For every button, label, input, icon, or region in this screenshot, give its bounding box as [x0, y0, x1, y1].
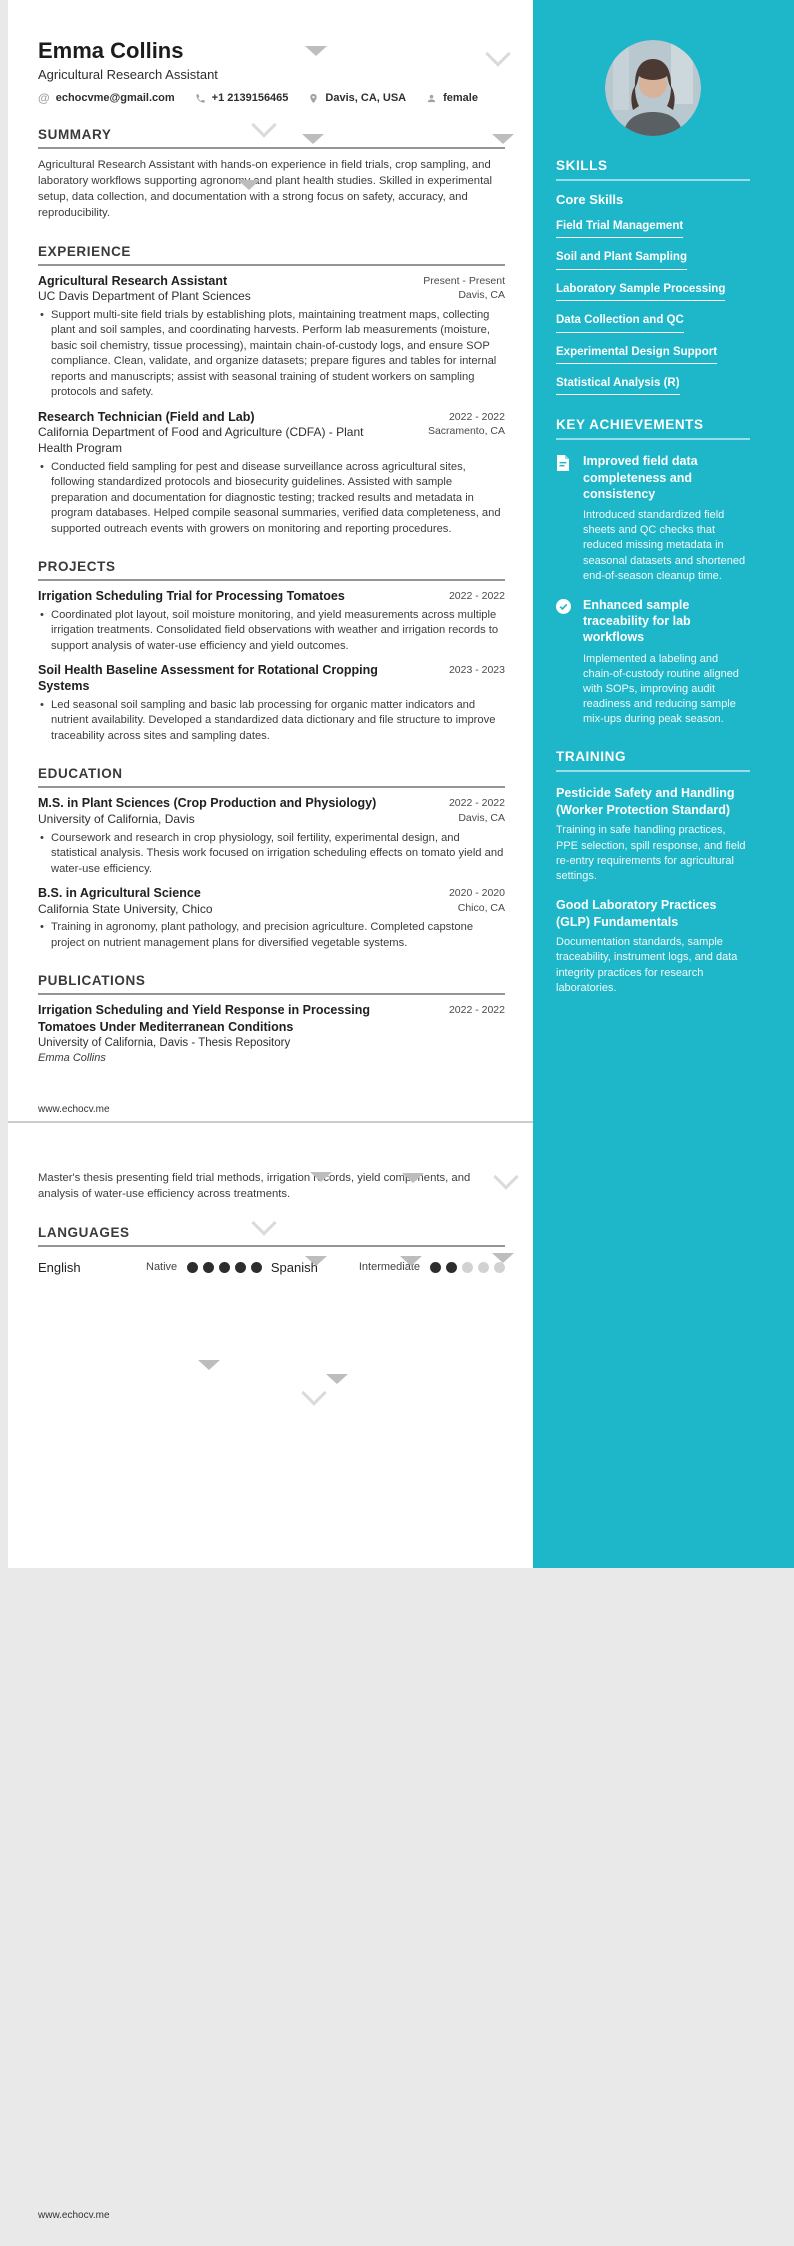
publication-description: Master's thesis presenting field trial methods, irrigation records, yield components, and analysis of water-use efficiency across treatments.: [38, 1172, 471, 1200]
job-location: Sacramento, CA: [427, 425, 505, 438]
education-heading: EDUCATION: [38, 766, 505, 788]
school-location: Davis, CA: [458, 811, 505, 824]
education-bullet: • Coursework and research in crop physiology, soil fertility, experimental design, and statistical analysis. Thesis work focused on irrigation scheduling effects on tomato yield and water-use efficiency.: [38, 831, 505, 877]
drag-arrow-icon[interactable]: [326, 1374, 348, 1384]
job-dates: Present - Present: [423, 274, 505, 287]
training-item: [556, 785, 750, 884]
education-item: [38, 795, 505, 877]
degree-dates: 2020 - 2020: [448, 887, 505, 900]
publication-dates: 2022 - 2022: [448, 1004, 505, 1017]
achievements-heading: KEY ACHIEVEMENTS: [556, 417, 750, 440]
job-dates: 2022 - 2022: [448, 410, 505, 423]
degree-title: B.S. in Agricultural Science: [38, 886, 201, 901]
location-pin-icon: [308, 93, 319, 104]
training-title: Pesticide Safety and Handling (Worker Protection Standard): [556, 786, 735, 817]
projects-heading: PROJECTS: [38, 559, 505, 581]
page-footer-url: www.echocv.me: [38, 1104, 110, 1115]
language-level-dots: [187, 1262, 262, 1273]
experience-heading: EXPERIENCE: [38, 244, 505, 266]
degree-title: M.S. in Plant Sciences (Crop Production and Physiology): [38, 796, 377, 811]
job-company: California Department of Food and Agriculture (CDFA) - Plant Health Program: [38, 425, 364, 456]
drag-arrow-icon[interactable]: [305, 1256, 327, 1266]
resume-sidebar: [533, 0, 794, 1568]
project-item: [38, 588, 505, 654]
achievement-item: [556, 597, 750, 728]
job-title: Research Technician (Field and Lab): [38, 409, 255, 424]
skill-item: Experimental Design Support: [556, 342, 750, 364]
publication-title: Irrigation Scheduling and Yield Response in Processing Tomatoes Under Mediterranean Conditions: [38, 1003, 371, 1034]
language-level: Native: [146, 1261, 178, 1274]
language-name: English: [38, 1259, 81, 1275]
project-item: [38, 662, 505, 744]
school-name: California State University, Chico: [38, 901, 213, 916]
check-circle-icon: [556, 597, 571, 728]
job-company: UC Davis Department of Plant Sciences: [38, 289, 251, 304]
location-text: Davis, CA, USA: [325, 92, 407, 105]
skill-item: Data Collection and QC: [556, 310, 750, 332]
drag-arrow-icon[interactable]: [305, 46, 327, 56]
achievement-title: Enhanced sample traceability for lab workflows: [583, 597, 691, 645]
drag-arrow-icon[interactable]: [492, 1253, 514, 1263]
publication-author: Emma Collins: [38, 1052, 106, 1065]
email-text: echocvme@gmail.com: [55, 92, 175, 105]
languages-row: [38, 1260, 505, 1275]
candidate-name: Emma Collins: [38, 38, 184, 63]
degree-dates: 2022 - 2022: [448, 797, 505, 810]
project-title: Soil Health Baseline Assessment for Rotational Cropping Systems: [38, 662, 378, 694]
phone-text: +1 2139156465: [211, 92, 289, 105]
summary-text: Agricultural Research Assistant with hands-on experience in field trials, crop sampling, and laboratory workflows supporting agronomy and plant health studies. Skilled in experimental setup, data collection, and documentation with a strong focus on safety, accuracy, and reproducibility.: [38, 159, 493, 219]
candidate-title: Agricultural Research Assistant: [38, 67, 218, 83]
contact-row: [38, 91, 505, 105]
skill-item: Soil and Plant Sampling: [556, 247, 750, 269]
project-bullet: • Led seasonal soil sampling and basic lab processing for organic matter indicators and nutrient availability. Developed a standardized data dictionary and file structure to improve traceability across sites and sampling dates.: [38, 698, 505, 744]
language-item: [38, 1260, 271, 1275]
experience-item: [38, 273, 505, 401]
project-bullet: • Coordinated plot layout, soil moisture monitoring, and yield measurements across multiple irrigation treatments. Consolidated field observations with weather and irrigation records to support analysis of water-use efficiency and yield outcomes.: [38, 608, 505, 654]
training-title: Good Laboratory Practices (GLP) Fundamentals: [556, 898, 717, 929]
skills-heading: SKILLS: [556, 158, 750, 181]
achievement-item: [556, 453, 750, 584]
drag-arrow-icon[interactable]: [310, 1172, 332, 1182]
resume-page-1: [8, 0, 533, 1121]
job-title: Agricultural Research Assistant: [38, 273, 228, 288]
experience-item: [38, 409, 505, 537]
document-icon: [556, 453, 571, 584]
person-icon: [426, 93, 437, 104]
gender-text: female: [443, 92, 478, 105]
achievement-description: Implemented a labeling and chain-of-custody routine aligned with SOPs, improving audit readiness and reducing sample mix-ups during peak season.: [583, 652, 739, 726]
languages-heading: LANGUAGES: [38, 1225, 505, 1247]
drag-arrow-icon[interactable]: [492, 134, 514, 144]
training-heading: TRAINING: [556, 749, 750, 772]
education-bullet: • Training in agronomy, plant pathology, and precision agriculture. Completed capstone project on nutrient management plans for diversified vegetable systems.: [38, 920, 505, 951]
drag-arrow-icon[interactable]: [198, 1360, 220, 1370]
skill-item: Laboratory Sample Processing: [556, 279, 750, 301]
resume-page-2: [8, 1123, 533, 1568]
publication-item: [38, 1002, 505, 1064]
drag-arrow-icon[interactable]: [402, 1173, 424, 1183]
language-level: Intermediate: [358, 1261, 420, 1274]
training-description: Training in safe handling practices, PPE selection, spill response, and field re-entry requirements for agricultural settings.: [556, 824, 746, 882]
publications-heading: PUBLICATIONS: [38, 973, 505, 995]
training-item: [556, 897, 750, 996]
publication-source: University of California, Davis - Thesis Repository: [38, 1037, 291, 1050]
language-name: Spanish: [270, 1259, 318, 1275]
drag-arrow-icon[interactable]: [238, 180, 260, 190]
education-item: [38, 885, 505, 951]
at-icon: @: [38, 91, 50, 106]
job-bullet: • Support multi-site field trials by establishing plots, maintaining treatment maps, collecting plant and soil samples, and coordinating harvests. Perform lab measurements (moisture, basic soil chemistry, tissue processing), maintain chain-of-custody logs, and ensure SOP compliance. Clean, validate, and organize datasets; prepare figures and tables for internal reports and manuscripts; assist with seasonal training of student workers on sampling protocols and safety.: [38, 308, 505, 401]
summary-heading: SUMMARY: [38, 127, 505, 149]
school-name: University of California, Davis: [38, 811, 195, 826]
skills-group-label: Core Skills: [556, 192, 624, 207]
achievement-description: Introduced standardized field sheets and QC checks that reduced missing metadata in seasonal datasets and shortened end-of-season cleanup time.: [583, 509, 746, 582]
page-footer-url: www.echocv.me: [38, 2210, 110, 2221]
achievement-title: Improved field data completeness and consistency: [583, 454, 698, 501]
language-level-dots: [430, 1262, 505, 1273]
project-title: Irrigation Scheduling Trial for Processing Tomatoes: [38, 589, 345, 604]
job-bullet: • Conducted field sampling for pest and disease surveillance across agricultural sites, following standardized protocols and biosecurity guidelines. Assisted with sample preparation and documentation for diagnostic testing; tracked results and metadata in program databases. Helped compile seasonal summaries, verified data completeness, and supported outreach events with growers on monitoring and reporting procedures.: [38, 460, 505, 537]
training-description: Documentation standards, sample traceability, instrument logs, and data integrity practices for research laboratories.: [556, 936, 738, 994]
school-location: Chico, CA: [457, 901, 505, 914]
project-dates: 2022 - 2022: [448, 590, 505, 603]
skill-item: Field Trial Management: [556, 216, 750, 238]
drag-arrow-icon[interactable]: [302, 134, 324, 144]
job-location: Davis, CA: [458, 289, 505, 302]
profile-photo: [605, 40, 701, 136]
skill-item: Statistical Analysis (R): [556, 373, 750, 395]
project-dates: 2023 - 2023: [448, 663, 505, 676]
phone-icon: [195, 93, 206, 104]
drag-arrow-icon[interactable]: [400, 1256, 422, 1266]
